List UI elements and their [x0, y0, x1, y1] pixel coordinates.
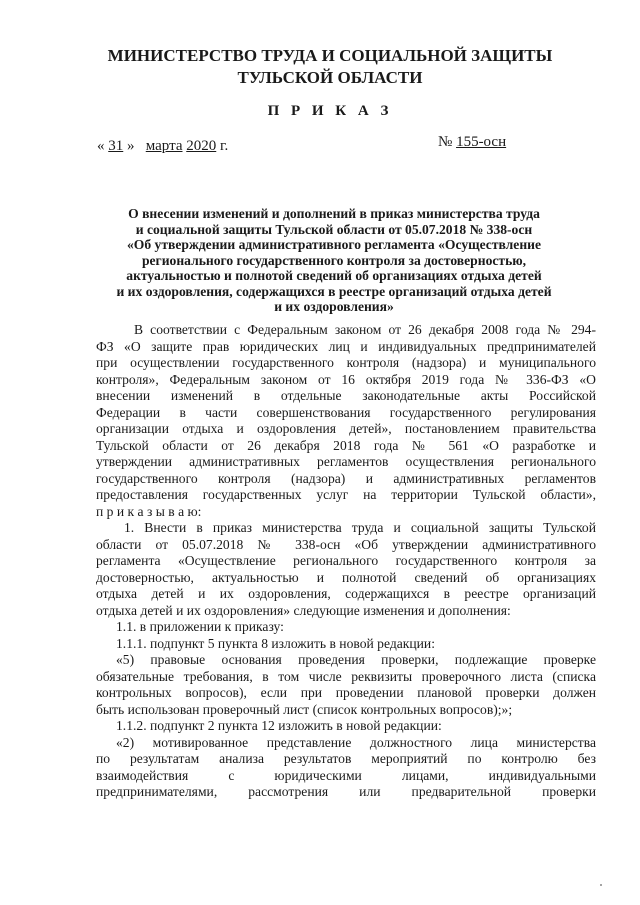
body-line: отдыха детей и их оздоровления, содержащихся в реестре организаций — [96, 586, 596, 601]
ministry-line-2: ТУЛЬСКОЙ ОБЛАСТИ — [237, 68, 423, 87]
body-line: «2) мотивированное представление должностного лица министерства — [116, 734, 596, 750]
body-line: по результатам анализа результатов мероприятий по контролю без — [96, 751, 596, 766]
scan-speck — [600, 884, 602, 886]
order-number — [438, 134, 506, 151]
order-date — [97, 138, 228, 155]
body-line: отдыха детей и их оздоровления» следующие изменения и дополнения: — [96, 602, 511, 618]
body-line: взаимодействия с юридическими лицами, индивидуальными — [96, 767, 596, 783]
body-line: области от 05.07.2018 № 338-осн «Об утверждении административного — [96, 536, 596, 552]
document-type: П Р И К А З — [267, 103, 393, 119]
body-line: регламента «Осуществление регионального государственного контроля за — [96, 553, 596, 568]
body-line: В соответствии с Федеральным законом от 26 декабря 2008 года № 294- — [134, 322, 596, 337]
body-line: контрольных вопросов), если при проведении плановой проверки должен — [96, 685, 596, 700]
body-line: контроля», Федеральным законом от 16 октября 2019 года № 336-ФЗ «О — [96, 371, 596, 387]
heading-line: и их оздоровления» — [274, 299, 394, 314]
order-heading — [95, 206, 573, 315]
number-sign: № — [438, 134, 453, 150]
body-line: Федерации в части совершенствования государственного регулирования — [96, 404, 596, 420]
body-line: утверждении административных регламентов осуществления регионального — [96, 454, 596, 469]
heading-line: и их оздоровления, содержащихся в реестре организаций отдыха детей — [116, 283, 552, 299]
body-line: предоставления государственных услуг на территории Тульской области», — [96, 487, 596, 502]
prikazyvayu-line: п р и к а з ы в а ю: — [96, 503, 202, 519]
date-quote-open: « — [97, 138, 105, 154]
body-line: обязательные требования, в том числе реквизиты проверочного листа (списка — [96, 668, 596, 684]
heading-line: регионального государственного контроля за достоверностью, — [141, 252, 527, 268]
heading-line: «Об утверждении административного регламента «Осуществление — [126, 237, 542, 252]
date-quote-close: » — [127, 138, 135, 154]
heading-line: О внесении изменений и дополнений в приказ министерства труда — [128, 206, 540, 221]
body-line: предпринимателями, рассмотрения или предварительной проверки — [96, 784, 596, 799]
body-line: организации отдыха и оздоровления детей», постановлением правительства — [96, 421, 596, 436]
body-line: при осуществлении государственного контроля (надзора) и муниципального — [96, 355, 596, 370]
body-line: 1.1.1. подпункт 5 пункта 8 изложить в новой редакции: — [116, 635, 435, 651]
body-line: внесении изменений в отдельные законодательные акты Российской — [96, 388, 596, 403]
body-line: Тульской области от 26 декабря 2018 года № 561 «О разработке и — [96, 437, 596, 453]
body-line: 1. Внести в приказ министерства труда и социальной защиты Тульской — [124, 520, 596, 535]
body-line: ФЗ «О защите прав юридических лиц и индивидуальных предпринимателей — [96, 338, 596, 354]
order-body — [96, 322, 596, 801]
body-line: государственного контроля (надзора) и административных регламентов — [96, 470, 596, 486]
number-value: 155-осн — [456, 134, 507, 150]
body-line: 1.1.2. подпункт 2 пункта 12 изложить в новой редакции: — [116, 718, 442, 733]
heading-line: актуальностью и полнотой сведений об организациях отдыха детей — [126, 268, 542, 283]
body-line: достоверностью, актуальностью и полнотой сведений об организациях — [96, 569, 596, 585]
body-line: быть использован проверочный лист (список контрольных вопросов);»; — [96, 701, 513, 717]
body-line: «5) правовые основания проведения проверки, подлежащие проверке — [116, 652, 596, 667]
date-month: марта — [145, 138, 183, 154]
body-line: 1.1. в приложении к приказу: — [116, 619, 284, 634]
date-day: 31 — [108, 138, 124, 154]
ministry-name — [80, 45, 580, 89]
date-year: 2020 — [186, 138, 217, 154]
heading-line: и социальной защиты Тульской области от 05.07.2018 № 338-осн — [135, 221, 533, 237]
ministry-line-1: МИНИСТЕРСТВО ТРУДА И СОЦИАЛЬНОЙ ЗАЩИТЫ — [107, 46, 553, 65]
date-suffix: г. — [220, 138, 229, 154]
